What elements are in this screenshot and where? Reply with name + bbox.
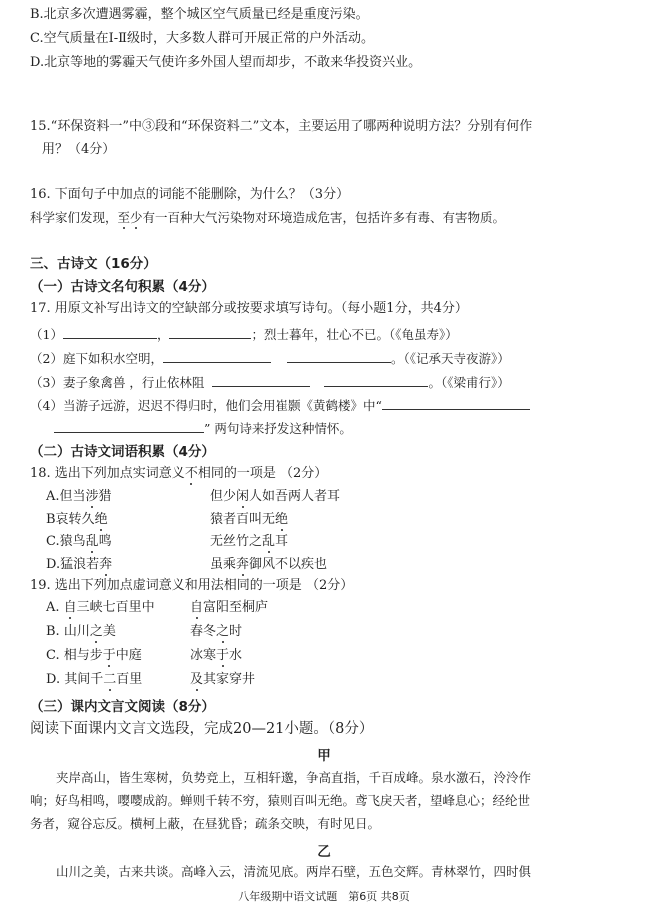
q18b-left-pre: B哀转久: [46, 512, 95, 527]
passage-jia-line1: 夹岸高山，皆生寒树，负势竞上，互相轩邈，争高直指，千百成峰。泉水激石，泠泠作: [56, 770, 532, 785]
q18-option-a: [46, 488, 606, 506]
fill2-head: 庭下如积水空明，: [62, 351, 163, 366]
fill-2: [30, 350, 510, 368]
fill3-blank-b[interactable]: [324, 374, 428, 387]
q18c-left-post: 鸣: [98, 534, 112, 549]
q18a-left-dot: 涉: [85, 489, 99, 504]
fill3-head: 妻子象禽兽 ，行止依林阻: [62, 375, 205, 390]
passage-jia-line3: 务者，窥谷忘反。横柯上蔽，在昼犹昏；疏条交映，有时见日。: [30, 816, 381, 831]
q18c-right: [210, 533, 288, 551]
fill-4-cont: [30, 420, 352, 438]
fill2-tail: 。（《记承天寺夜游》）: [390, 351, 510, 366]
q19-option-d: [46, 671, 606, 689]
q18a-right-post: 人如吾两人者耳: [249, 489, 341, 504]
q19c-left-post: 中庭: [115, 648, 142, 663]
q18d-right-dot: 奔: [236, 557, 250, 572]
q15-line1: 15.“环保资料一”中③段和“环保资料二”文本，主要运用了哪两种说明方法？分别有何作: [30, 119, 533, 134]
q19d-right-dot: 及: [190, 672, 204, 687]
q19a-left-post: 三峡七百里中: [76, 600, 155, 615]
q19c-right: [190, 647, 242, 665]
q16-sentence-post: 有一百种大气污染物对环境造成危害，包括许多有毒、有害物质。: [142, 210, 506, 225]
q19d-left-post: 百里: [116, 672, 143, 687]
fill2-blank-a[interactable]: [163, 350, 271, 363]
q18c-right-pre: 无丝竹之: [210, 534, 263, 549]
q17-prompt: 17. 用原文补写出诗文的空缺部分或按要求填写诗句。（每小题1分，共4分）: [30, 301, 468, 316]
fill2-blank-b[interactable]: [287, 350, 391, 363]
q18c-right-dot: 乱: [262, 534, 276, 549]
q16-dotted-word-1: 至: [117, 210, 131, 225]
option-b: B.北京多次遭遇雾霾，整个城区空气质量已经是重度污染。: [30, 7, 369, 22]
fill3-blank-a[interactable]: [212, 374, 310, 387]
q19c-left-pre: C. 相与步: [46, 648, 103, 663]
q19a-left-dot: 自: [63, 600, 77, 615]
q18a-left-pre: A.但当: [46, 489, 86, 504]
q18-option-c: [46, 533, 606, 551]
q15-line2: 用？（4分）: [42, 142, 116, 157]
q16-prompt: 16. 下面句子中加点的词能不能删除，为什么？（3分）: [30, 187, 350, 202]
passage-jia-line2: 响；好鸟相鸣，嘤嘤成韵。蝉则千转不穷，猿则百叫无绝。鸢飞戾天者，望峰息心；经纶世: [30, 793, 531, 808]
q18d-right-pre: 虽乘: [210, 557, 237, 572]
q19-option-a: [46, 599, 606, 617]
passage-yi-label: 乙: [317, 844, 331, 860]
q19b-right-dot: 之: [216, 624, 230, 639]
passage-yi-line1: 山川之美，古来共谈。高峰入云，清流见底。两岸石壁，五色交辉。青林翠竹，四时俱: [56, 864, 532, 879]
fill-4: [30, 397, 530, 415]
q18-option-b: [46, 511, 606, 529]
q18b-right-pre: 猿者百叫无: [210, 512, 276, 527]
q18b-right-dot: 绝: [275, 512, 289, 527]
passage-jia-label: 甲: [317, 748, 331, 764]
q19b-left-pre: B. 山川: [46, 624, 90, 639]
q19d-left-dot: 二: [103, 672, 117, 687]
q18d-right-post: 御风不以疾也: [249, 557, 328, 572]
fill4-blank-a[interactable]: [382, 397, 530, 410]
q18a-right-dot: 闲: [236, 489, 250, 504]
q19a-right-dot: 自: [190, 600, 204, 615]
q18d-left-pre: D.猛浪若: [46, 557, 100, 572]
fill4-tail: ” 两句诗来抒发这种情怀。: [204, 421, 352, 436]
q18a-left-post: 猎: [98, 489, 112, 504]
q18-prompt-post: 相同的一项是 （2分）: [197, 466, 328, 481]
option-c: C.空气质量在Ⅰ-Ⅱ级时，大多数人群可开展正常的户外活动。: [30, 31, 374, 46]
q19-prompt: 19. 选出下列加点虚词意义和用法相同的一项是 （2分）: [30, 578, 354, 593]
q19a-left-pre: A.: [46, 600, 64, 615]
fill3-tail: 。（《梁甫行》）: [428, 375, 510, 390]
q19-option-b: [46, 623, 606, 641]
option-d: D.北京等地的雾霾天气使许多外国人望而却步，不敢来华投资兴业。: [30, 55, 422, 70]
q19b-right-post: 时: [229, 624, 243, 639]
fill4-num: （4）: [30, 398, 63, 413]
q18c-left-pre: C.猿鸟: [46, 534, 86, 549]
fill1-blank-b[interactable]: [169, 326, 251, 339]
fill4-head: 当游子远游，迟迟不得归时，他们会用崔颢《黄鹤楼》中“: [62, 398, 382, 413]
q19b-left-post: 美: [102, 624, 116, 639]
section3-sub1: （一）古诗文名句积累（4分）: [30, 279, 215, 295]
q18d-right: [210, 556, 327, 574]
q18a-right-pre: 但少: [210, 489, 237, 504]
q18b-right: [210, 511, 288, 529]
section3-sub2: （二）古诗文词语积累（4分）: [30, 444, 215, 460]
q18b-left-dot: 绝: [94, 512, 108, 527]
q19c-right-post: 水: [229, 648, 243, 663]
fill-1: [30, 326, 458, 344]
section3-title: 三、古诗文（16分）: [30, 256, 157, 272]
q19d-right-post: 其家穿井: [203, 672, 256, 687]
q18d-left-dot: 奔: [99, 557, 113, 572]
q18-option-d: [46, 556, 606, 574]
section3-sub3: （三）课内文言文阅读（8分）: [30, 699, 215, 715]
q19c-left-dot: 于: [102, 648, 116, 663]
fill1-comma: ，: [156, 327, 170, 342]
fill4-blank-b[interactable]: [54, 420, 204, 433]
q19d-left-pre: D. 其间千: [46, 672, 104, 687]
reading-prompt: 阅读下面课内文言文选段，完成20—21小题。（8分）: [30, 721, 374, 737]
fill1-num: （1）: [30, 327, 63, 342]
q18-prompt: [30, 465, 327, 483]
q19c-right-dot: 于: [216, 648, 230, 663]
q19b-right: [190, 623, 242, 641]
q18-prompt-pre: 18. 选出下列加点实词意义: [30, 466, 185, 481]
q19a-right: [190, 599, 268, 617]
q18a-right: [210, 488, 340, 506]
fill-3: [30, 374, 510, 392]
q16-sentence-pre: 科学家们发现，: [30, 210, 118, 225]
q18c-left-dot: 乱: [85, 534, 99, 549]
page-footer: 八年级期中语文试题 第6页 共8页: [238, 890, 410, 903]
q19a-right-post: 富阳至桐庐: [203, 600, 269, 615]
q19-option-c: [46, 647, 606, 665]
q16-sentence: [30, 209, 505, 227]
fill2-num: （2）: [30, 351, 63, 366]
q19b-right-pre: 春冬: [190, 624, 217, 639]
fill1-blank-a[interactable]: [63, 326, 157, 339]
q19d-right: [190, 671, 255, 689]
q19c-right-pre: 冰寒: [190, 648, 217, 663]
q18-prompt-dot: 不: [184, 466, 198, 481]
fill3-num: （3）: [30, 375, 63, 390]
q19b-left-dot: 之: [89, 624, 103, 639]
q16-dotted-word-2: 少: [130, 210, 143, 225]
q18c-right-post: 耳: [275, 534, 289, 549]
fill1-tail: ；烈士暮年，壮心不已。（《龟虽寿》）: [251, 327, 458, 342]
